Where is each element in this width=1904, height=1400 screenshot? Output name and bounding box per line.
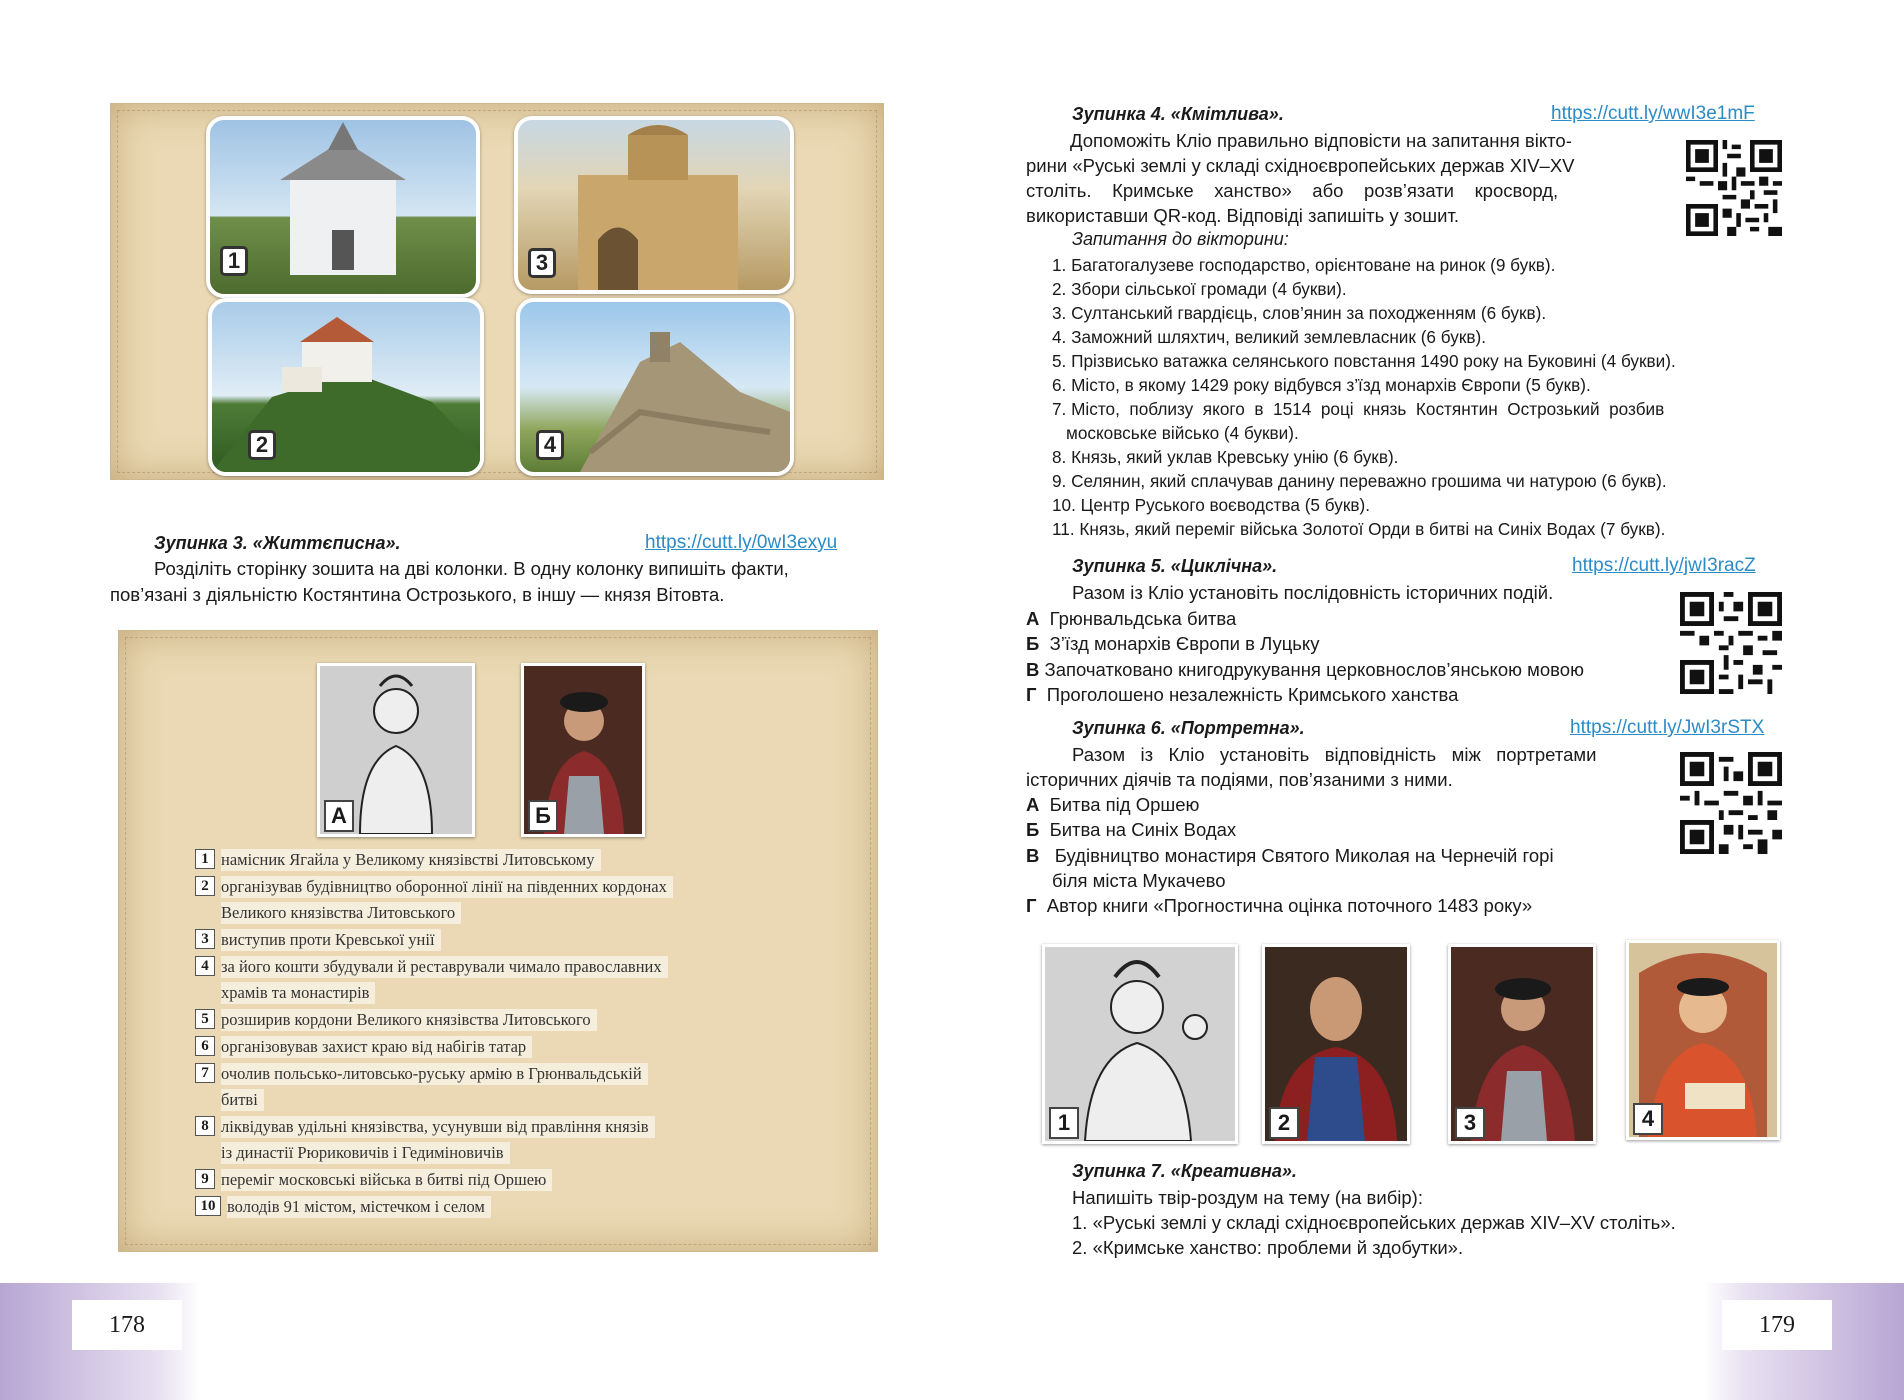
stop7-title: Зупинка 7. «Креативна». [1072,1161,1297,1181]
photo-number-1: 1 [220,246,248,276]
fact-number: 6 [195,1036,215,1056]
fact-text: розширив кордони Великого князівства Литовського [221,1009,597,1031]
fact-number: 2 [195,876,215,896]
stop6-link[interactable]: https://cutt.ly/JwI3rSTX [1570,717,1765,738]
fact-item-continued [221,1089,264,1111]
quiz-question: 11. Князь, який переміг війська Золотої Орди в битві на Синіх Водах (7 букв). [1052,519,1666,539]
fact-number: 9 [195,1169,215,1189]
stop5-item-h: Г Проголошено незалежність Кримського ханства [1026,684,1459,705]
fact-text: виступив проти Кревської унії [221,929,441,951]
fact-item [195,929,441,951]
fact-item-continued [221,902,461,924]
page-number-right: 179 [1722,1300,1832,1350]
stop4-link[interactable]: https://cutt.ly/wwI3e1mF [1551,103,1755,124]
qr-code-stop4[interactable] [1686,140,1782,236]
fact-text: битві [221,1089,264,1111]
stop6-item-b: Б Битва на Синіх Водах [1026,819,1237,840]
stone-church-illustration [518,120,790,290]
fact-number: 4 [195,956,215,976]
fact-text: із династії Рюриковичів і Гедиміновичів [221,1142,510,1164]
stop4-line3: століть. Кримське ханство» або розв’язати кросворд, [1026,180,1559,201]
portrait-label-b: Б [528,800,558,832]
quiz-question: 8. Князь, який уклав Кревську унію (6 букв). [1052,447,1399,467]
stop6-item-a: А Битва під Оршею [1026,794,1200,815]
stop7-topic-1: 1. «Руські землі у складі східноєвропейських держав XIV–XV століть». [1072,1212,1676,1233]
church-illustration [210,120,476,294]
stop6-intro-line2: історичних діячів та подіями, пов’язаними з ними. [1026,769,1453,790]
fact-number: 1 [195,849,215,869]
fact-text: організував будівництво оборонної лінії на південних кордонах [221,876,673,898]
portrait-number-2: 2 [1269,1107,1299,1139]
stop6-intro-line1: Разом із Кліо установіть відповідність між портретами [1072,744,1597,765]
stop3-text-line2: пов’язані з діяльністю Костянтина Острозького, в іншу — князя Вітовта. [110,584,725,605]
fact-text: храмів та монастирів [221,982,375,1004]
photo-stone-church [514,116,794,294]
portrait-number-1: 1 [1049,1107,1079,1139]
portrait-label-a: А [324,800,354,832]
quiz-question: 3. Султанський гвардієць, слов’янин за походженням (6 букв). [1052,303,1547,323]
quiz-question: 10. Центр Руського воєводства (5 букв). [1052,495,1370,515]
qr-code-stop6[interactable] [1680,752,1782,854]
stop3-text-line1: Розділіть сторінку зошита на дві колонки. В одну колонку випишіть факти, [154,558,789,579]
quiz-question: 4. Заможний шляхтич, великий землевласник (6 букв). [1052,327,1486,347]
stop6-item-v: В Будівництво монастиря Святого Миколая на Чернечій горі [1026,845,1554,866]
fact-item-continued [221,982,375,1004]
portrait-4 [1626,940,1780,1140]
stop4-line4: використавши QR-код. Відповіді запишіть у зошит. [1026,205,1460,226]
portrait-a [317,663,475,837]
quiz-question: 9. Селянин, який сплачував данину переважно грошима чи натурою (6 букв). [1052,471,1667,491]
photo-number-3: 3 [528,248,556,278]
fact-text: ліквідував удільні князівства, усунувши від правління князів [221,1116,655,1138]
stop7-topic-2: 2. «Кримське ханство: проблеми й здобутки». [1072,1237,1464,1258]
fact-number: 8 [195,1116,215,1136]
fact-item-continued [221,1142,510,1164]
portrait-3 [1448,944,1596,1144]
fact-item [195,1116,655,1138]
photo-number-2: 2 [248,430,276,460]
photos-parchment-panel [110,103,884,480]
fact-number: 5 [195,1009,215,1029]
stop5-link[interactable]: https://cutt.ly/jwI3racZ [1572,555,1756,576]
stop4-line2: рини «Руські землі у складі східноєвропейських держав XIV–XV [1026,155,1575,176]
portrait-2 [1262,944,1410,1144]
fact-number: 10 [195,1196,221,1216]
photo-number-4: 4 [536,430,564,460]
quiz-question: 6. Місто, в якому 1429 року відбувся з’їзд монархів Європи (5 букв). [1052,375,1591,395]
stop5-intro: Разом із Кліо установіть послідовність історичних подій. [1072,582,1554,603]
fact-text: володів 91 містом, містечком і селом [227,1196,491,1218]
fact-text: Великого князівства Литовського [221,902,461,924]
fact-item [195,1169,552,1191]
portrait-1 [1042,944,1238,1144]
stop5-item-b: Б З’їзд монархів Європи в Луцьку [1026,633,1320,654]
quiz-question: 5. Прізвисько ватажка селянського повстання 1490 року на Буковині (4 букви). [1052,351,1676,371]
stop4-line1: Допоможіть Кліо правильно відповісти на запитання вікто- [1070,130,1572,151]
stop5-item-a: А Грюнвальдська битва [1026,608,1237,629]
photo-cliff-fortress [516,298,794,476]
fact-item [195,876,673,898]
photo-fortress-church [206,116,480,298]
fact-item [195,1063,648,1085]
stop7-intro: Напишіть твір-роздум на тему (на вибір): [1072,1187,1423,1208]
fact-text: за його кошти збудували й реставрували чимало православних [221,956,668,978]
quiz-question: 2. Збори сільської громади (4 букви). [1052,279,1347,299]
portrait-number-3: 3 [1455,1107,1485,1139]
fact-number: 3 [195,929,215,949]
quiz-question: 7. Місто, поблизу якого в 1514 році князь Костянтин Острозький розбив [1052,399,1665,419]
portrait-b [521,663,645,837]
stop6-title: Зупинка 6. «Портретна». [1072,718,1305,738]
quiz-heading: Запитання до вікторини: [1072,229,1289,249]
fact-item [195,849,601,871]
fact-text: очолив польсько-литовсько-руську армію в Грюнвальдській [221,1063,648,1085]
fact-item [195,1196,491,1218]
fact-item [195,956,668,978]
stop6-item-h: Г Автор книги «Прогностична оцінка поточного 1483 року» [1026,895,1533,916]
fact-text: організовував захист краю від набігів татар [221,1036,532,1058]
fact-text: переміг московські війська в битві під Оршею [221,1169,552,1191]
fact-item [195,1009,597,1031]
portrait-number-4: 4 [1633,1103,1663,1135]
stop5-item-v: В Започатковано книгодрукування церковнослов’янською мовою [1026,659,1584,680]
facts-list [195,849,835,1229]
quiz-question-continued: московське військо (4 букви). [1066,423,1299,443]
qr-code-stop5[interactable] [1680,592,1782,694]
fact-number: 7 [195,1063,215,1083]
stop6-item-v-continued: біля міста Мукачево [1052,870,1226,891]
stop3-title: Зупинка 3. «Життєписна». [154,533,401,553]
facts-parchment-panel [118,630,878,1252]
stop5-title: Зупинка 5. «Циклічна». [1072,556,1278,576]
stop3-link[interactable]: https://cutt.ly/0wI3exyu [645,532,838,553]
photo-hill-castle [208,298,484,476]
stop4-title: Зупинка 4. «Кмітлива». [1072,104,1284,124]
page-number-left: 178 [72,1300,182,1350]
fact-item [195,1036,532,1058]
quiz-question: 1. Багатогалузеве господарство, орієнтоване на ринок (9 букв). [1052,255,1556,275]
fact-text: намісник Ягайла у Великому князівстві Литовському [221,849,601,871]
